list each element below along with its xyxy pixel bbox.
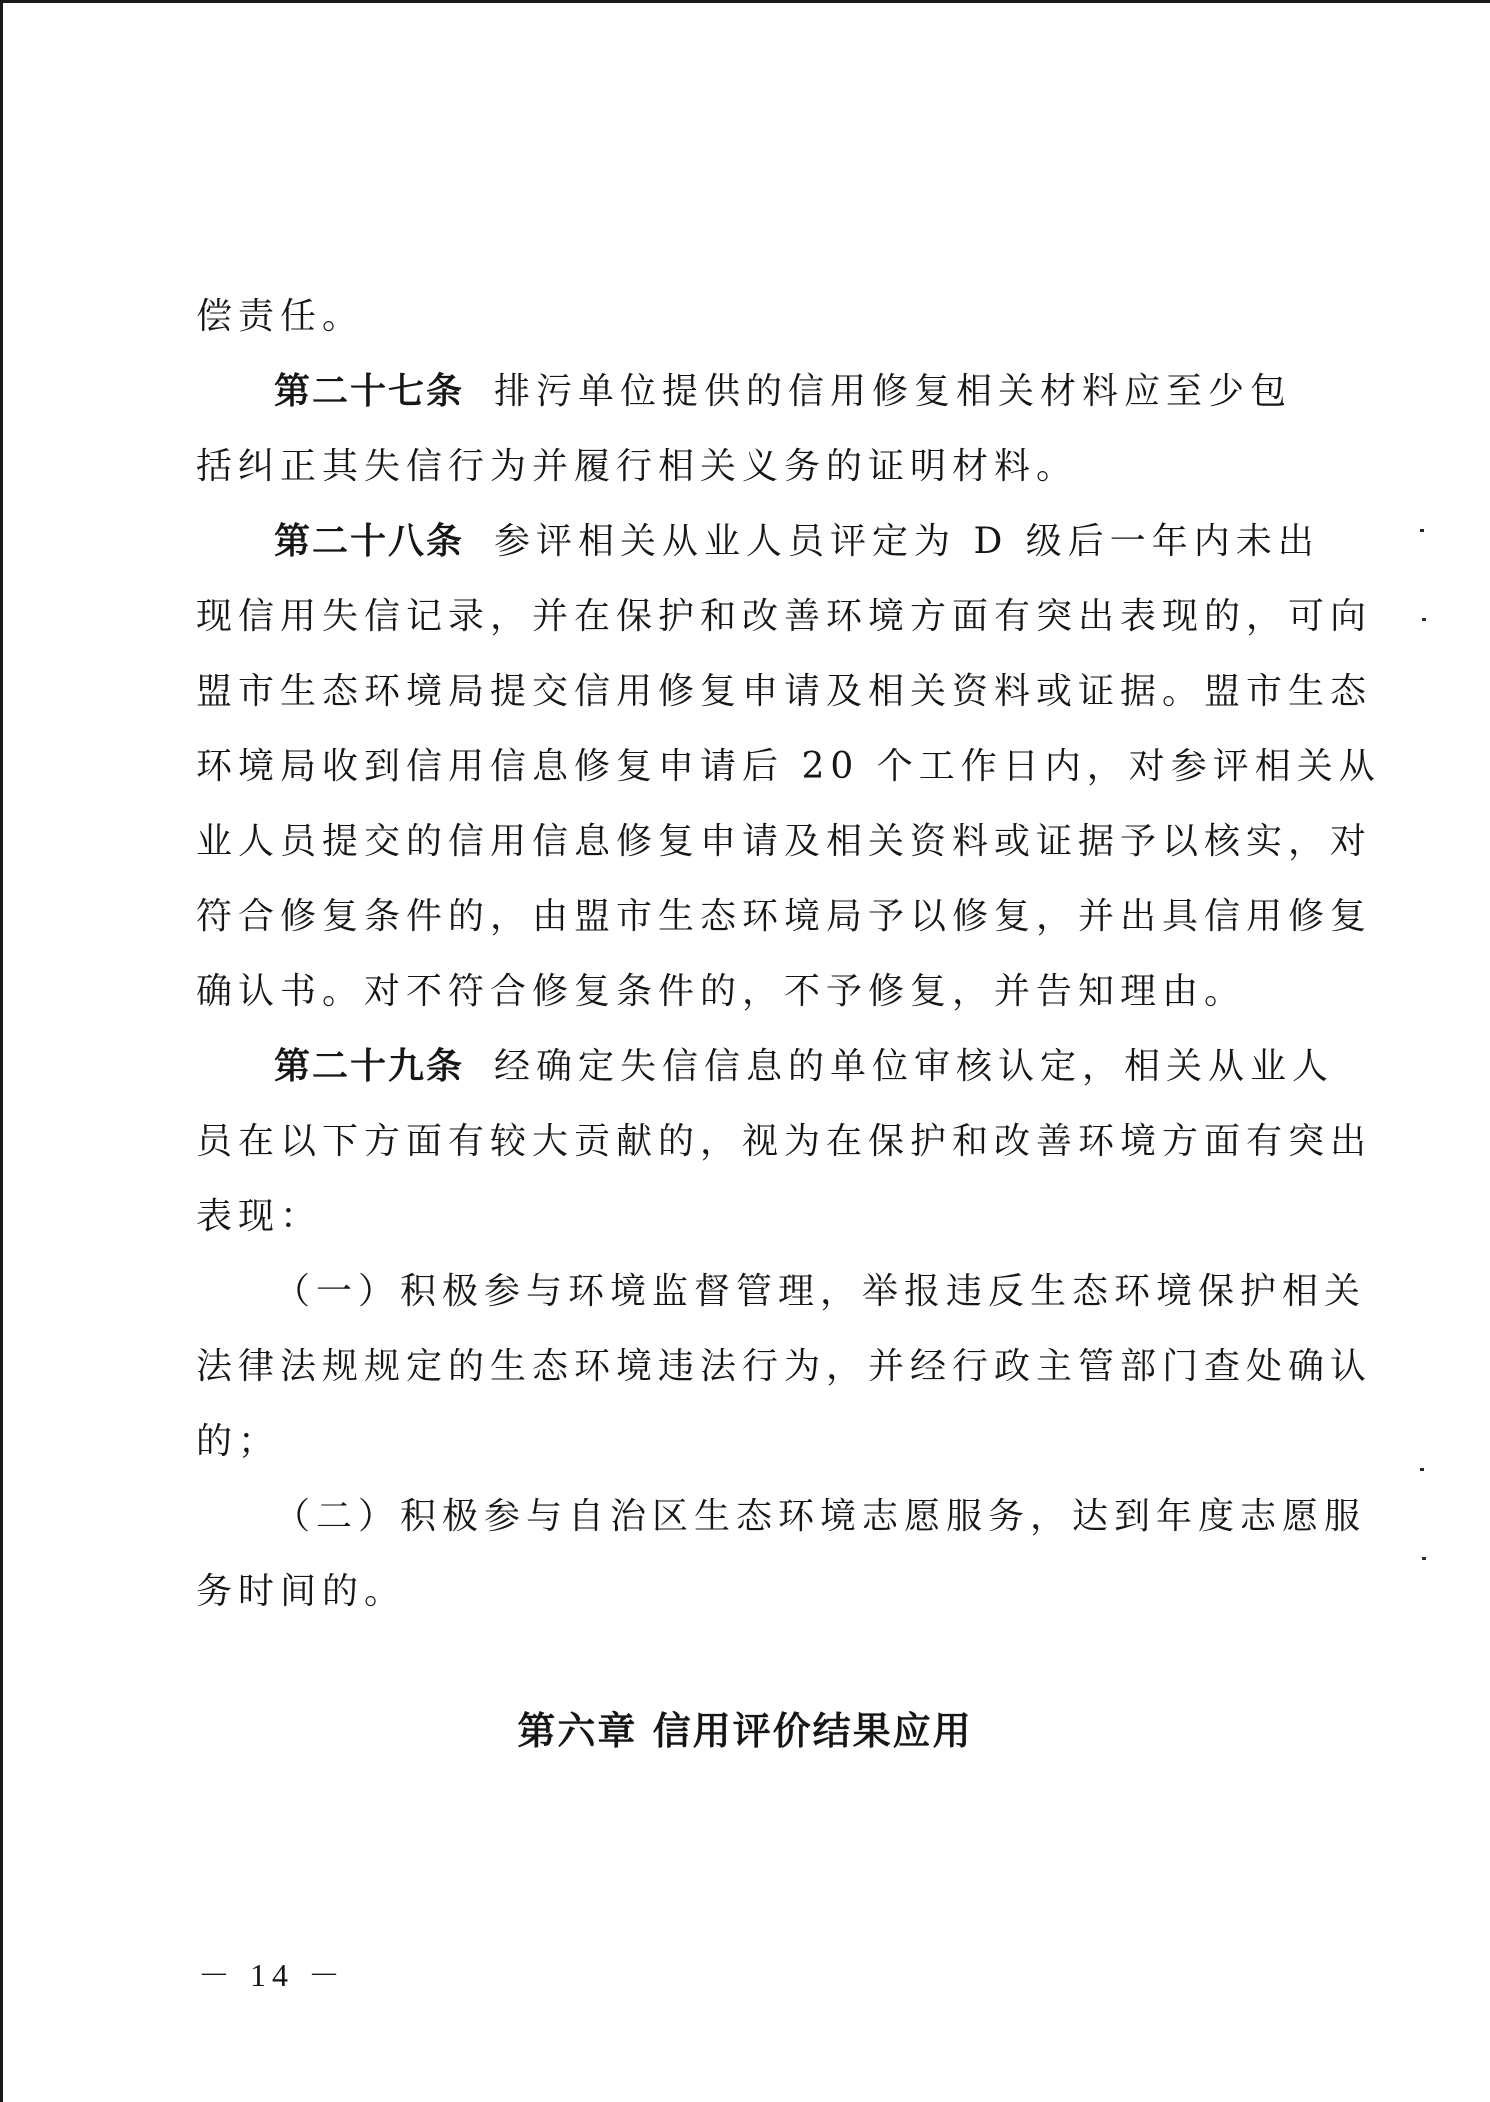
line-text: 表现：	[196, 1196, 323, 1237]
line-text: 参评相关从业人员评定为 D 级后一年内未出	[494, 521, 1320, 562]
text-line	[196, 579, 1373, 654]
list-item-line	[196, 1254, 1367, 1329]
article-number: 第二十七条	[274, 371, 465, 412]
text-line	[196, 879, 1373, 954]
article-27-heading-line	[196, 354, 1306, 429]
line-text: 员在以下方面有较大贡献的，视为在保护和改善环境方面有突出	[196, 1121, 1373, 1162]
line-text: 务时间的。	[196, 1571, 407, 1612]
line-text: 环境局收到信用信息修复申请后 20 个工作日内，对参评相关从	[196, 746, 1381, 787]
list-item-line	[196, 1479, 1367, 1554]
page-number: － 14 －	[198, 1957, 347, 1993]
text-line	[196, 804, 1373, 879]
text-line	[196, 1329, 1373, 1404]
text-line	[196, 279, 1306, 354]
line-text: 符合修复条件的，由盟市生态环境局予以修复，并出具信用修复	[196, 896, 1373, 937]
chapter-heading: 第六章 信用评价结果应用	[517, 1709, 973, 1753]
text-line	[196, 1104, 1373, 1179]
text-line	[196, 654, 1373, 729]
document-body	[196, 279, 1381, 1629]
scan-speck	[1422, 1557, 1426, 1560]
scan-border-top	[0, 0, 1490, 3]
scan-speck	[1422, 618, 1426, 621]
text-line	[196, 729, 1381, 804]
line-text: 确认书。对不符合修复条件的，不予修复，并告知理由。	[196, 971, 1247, 1012]
line-text: 排污单位提供的信用修复相关材料应至少包	[494, 371, 1293, 412]
line-text: 法律法规规定的生态环境违法行为，并经行政主管部门查处确认	[196, 1346, 1373, 1387]
text-line	[196, 429, 1306, 504]
text-line	[196, 954, 1306, 1029]
scan-speck	[1420, 1468, 1424, 1471]
line-text: 现信用失信记录，并在保护和改善环境方面有突出表现的，可向	[196, 596, 1373, 637]
text-line	[196, 1554, 1306, 1629]
text-line	[196, 1179, 1306, 1254]
article-29-heading-line	[196, 1029, 1335, 1104]
line-text: 业人员提交的信用信息修复申请及相关资料或证据予以核实，对	[196, 821, 1373, 862]
article-28-heading-line	[196, 504, 1320, 579]
line-text: 偿责任。	[196, 296, 365, 337]
text-line	[196, 1404, 1306, 1479]
line-text: （一）积极参与环境监督管理，举报违反生态环境保护相关	[274, 1271, 1367, 1312]
line-text: 经确定失信信息的单位审核认定，相关从业人	[494, 1046, 1335, 1087]
line-text: 括纠正其失信行为并履行相关义务的证明材料。	[196, 446, 1079, 487]
article-number: 第二十八条	[274, 521, 465, 562]
scan-speck	[1420, 529, 1424, 532]
line-text: 盟市生态环境局提交信用修复申请及相关资料或证据。盟市生态	[196, 671, 1373, 712]
article-number: 第二十九条	[274, 1046, 465, 1087]
scan-border-left	[0, 0, 3, 2102]
line-text: （二）积极参与自治区生态环境志愿服务，达到年度志愿服	[274, 1496, 1367, 1537]
line-text: 的；	[196, 1421, 281, 1462]
